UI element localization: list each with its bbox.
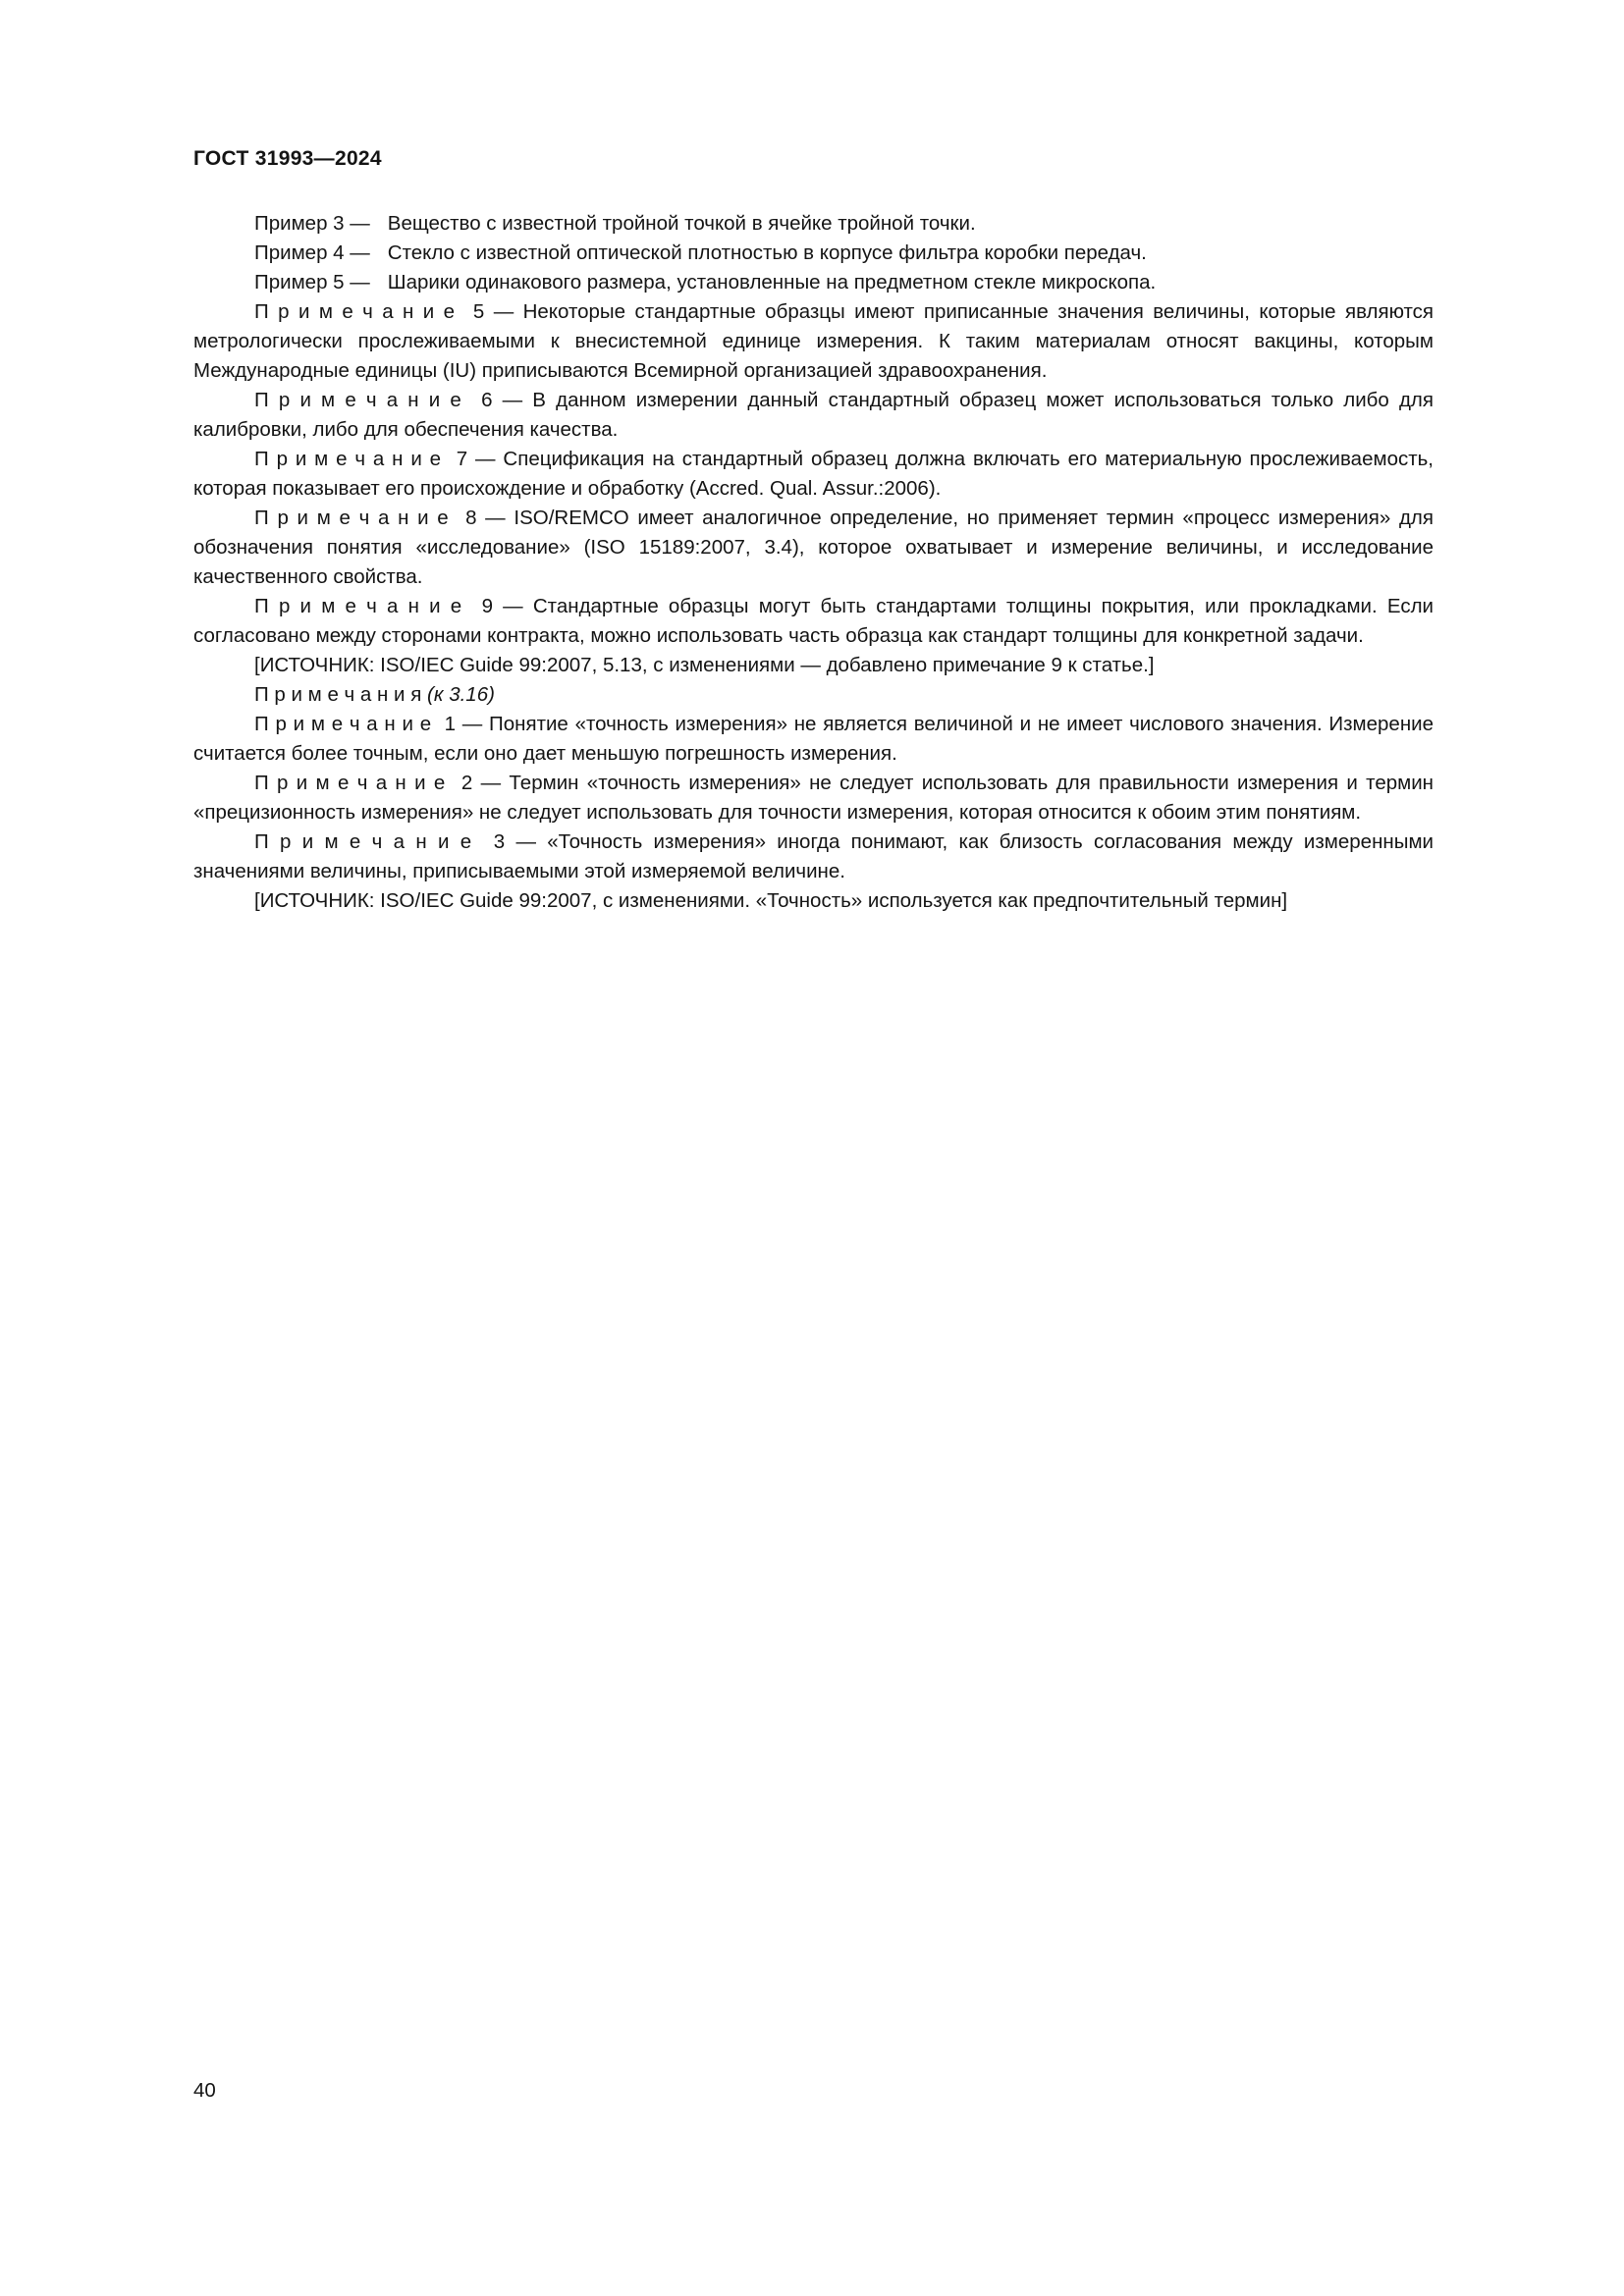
source-line: [ИСТОЧНИК: ISO/IEC Guide 99:2007, с изменениями. «Точность» используется как предпочтительный термин]: [254, 889, 1288, 912]
notes-heading-ref: (к 3.16): [421, 683, 495, 706]
example-text: Вещество с известной тройной точкой в ячейке тройной точки.: [387, 212, 976, 235]
example-text: Стекло с известной оптической плотностью в корпусе фильтра коробки передач.: [387, 241, 1147, 264]
document-code-header: ГОСТ 31993—2024: [193, 147, 382, 170]
notes-heading-label: П р и м е ч а н и я: [254, 683, 422, 706]
example-label: Пример 4 —: [254, 241, 370, 264]
example-line: [193, 268, 1434, 297]
note-paragraph: П р и м е ч а н и е 9 — Стандартные образцы могут быть стандартами толщины покрытия, или прокладками. Если согласовано между сторонами контракта, можно использовать часть образца как стандарт толщины для конкретной задачи.: [193, 595, 1434, 647]
document-content: [193, 209, 1434, 916]
note-paragraph: П р и м е ч а н и е 7 — Спецификация на стандартный образец должна включать его материальную прослеживаемость, которая показывает его происхождение и обработку (Accred. Qual. Assur.:2006).: [193, 448, 1434, 500]
example-text: Шарики одинакового размера, установленные на предметном стекле микроскопа.: [387, 271, 1157, 294]
example-label: Пример 5 —: [254, 271, 370, 294]
note-paragraph: П р и м е ч а н и е 5 — Некоторые стандартные образцы имеют приписанные значения величины, которые являются метрологически прослеживаемыми к внесистемной единице измерения. К таким материалам относят вакцины, которым Международные единицы (IU) приписываются Всемирной организацией здравоохранения.: [193, 300, 1434, 382]
notes-heading: [193, 680, 1434, 710]
example-line: [193, 239, 1434, 268]
source-line: [ИСТОЧНИК: ISO/IEC Guide 99:2007, 5.13, с изменениями — добавлено примечание 9 к статье.]: [254, 654, 1155, 676]
example-label: Пример 3 —: [254, 212, 370, 235]
note-paragraph: П р и м е ч а н и е 2 — Термин «точность измерения» не следует использовать для правильности измерения и термин «прецизионность измерения» не следует использовать для точности измерения, которая относится к обоим этим понятиям.: [193, 772, 1434, 824]
page-number: 40: [193, 2079, 216, 2102]
note-paragraph: П р и м е ч а н и е 1 — Понятие «точность измерения» не является величиной и не имеет числового значения. Измерение считается более точным, если оно дает меньшую погрешность измерения.: [193, 713, 1434, 765]
note-paragraph: П р и м е ч а н и е 3 — «Точность измерения» иногда понимают, как близость согласования между измеренными значениями величины, приписываемыми этой измеряемой величине.: [193, 830, 1434, 882]
note-paragraph: П р и м е ч а н и е 8 — ISO/REMCO имеет аналогичное определение, но применяет термин «процесс измерения» для обозначения понятия «исследование» (ISO 15189:2007, 3.4), которое охватывает и измерение величины, и исследование качественного свойства.: [193, 507, 1434, 588]
note-paragraph: П р и м е ч а н и е 6 — В данном измерении данный стандартный образец может использоваться только либо для калибровки, либо для обеспечения качества.: [193, 389, 1434, 441]
example-line: [193, 209, 1434, 239]
